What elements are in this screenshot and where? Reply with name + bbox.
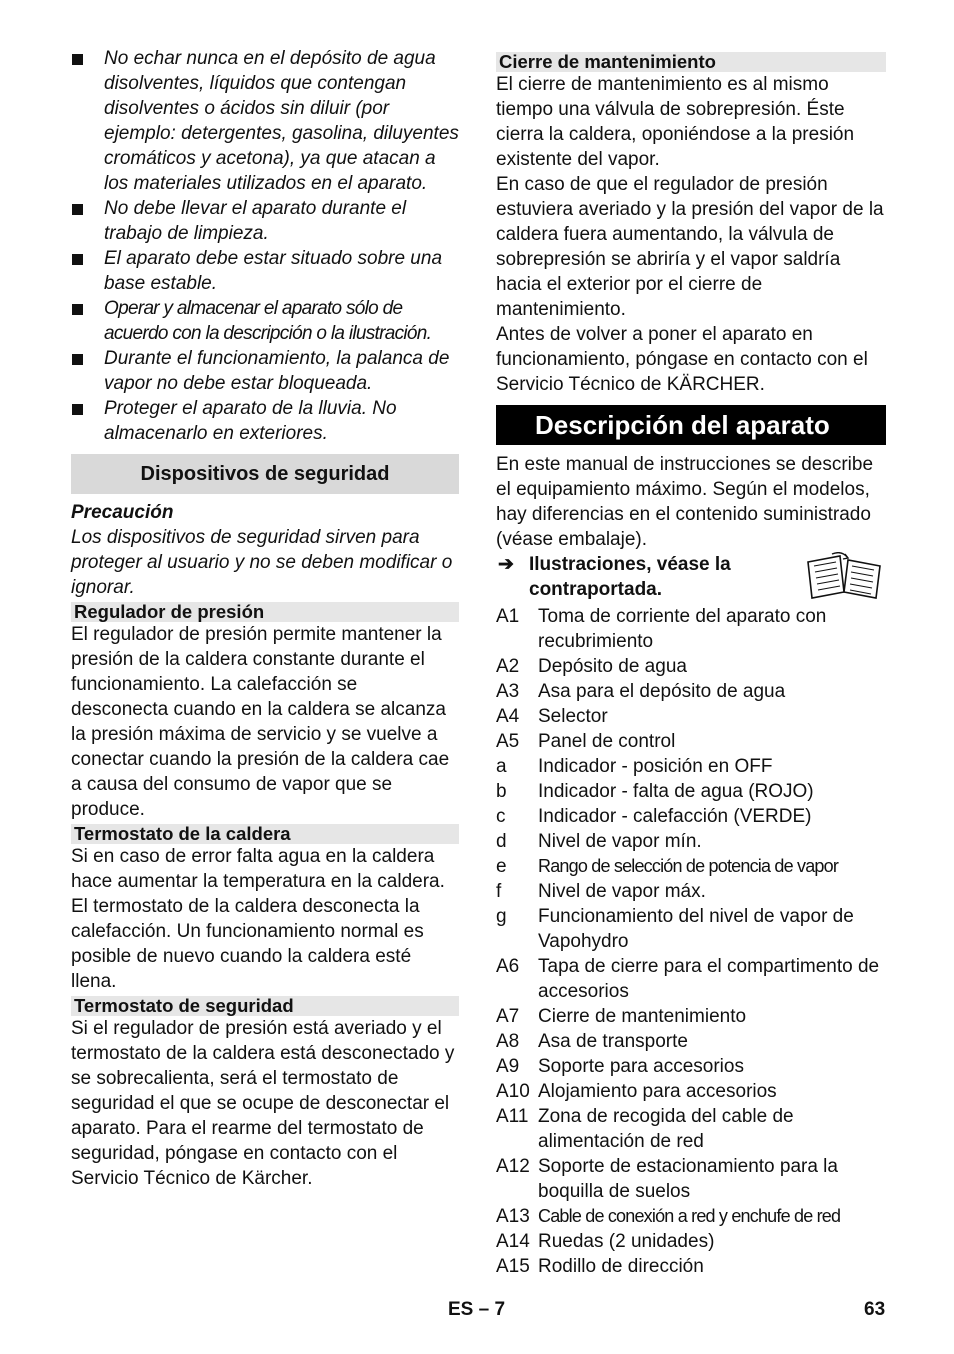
list-item: e Rango de selección de potencia de vapor (496, 856, 839, 877)
bullet-item: No echar nunca en el depósito de agua disolventes, líquidos que contengan disolventes o ácidos sin diluir (por ejemplo: detergentes, gasolina, diluyentes cromáticos y acetona), ya que atacan a los materiales utilizados en el aparato. (71, 46, 459, 196)
list-item: A14 Ruedas (2 unidades) (496, 1231, 715, 1252)
pressure-regulator-text: El regulador de presión permite mantener la presión de la caldera constante durante el funcionamiento. La calefacción se desconecta cuando en la caldera se alcanza la presión máxima de servicio y se vuelve a conectar cuando la presión de la caldera cae a causa del consumo de vapor que se produce. (71, 624, 450, 820)
safety-devices-heading: Dispositivos de seguridad (71, 454, 459, 494)
list-item: A6 Tapa de cierre para el compartimento de accesorios (496, 956, 880, 1002)
square-bullet-icon (72, 404, 83, 415)
list-item: A1 Toma de corriente del aparato con recubrimiento (496, 606, 827, 652)
arrow-right-icon: ➔ (498, 554, 514, 575)
list-item: f Nivel de vapor máx. (496, 881, 706, 902)
boiler-thermostat-text: Si en caso de error falta agua en la caldera hace aumentar la temperatura en la caldera. El termostato de la caldera desconecta la calefacción. Un funcionamiento normal es posible de nuevo cuando la caldera esté llena. (71, 846, 445, 992)
bullet-item: El aparato debe estar situado sobre una base estable. (71, 246, 459, 296)
device-description-heading: Descripción del aparato (496, 405, 886, 445)
left-column (71, 46, 459, 1191)
list-item: d Nivel de vapor mín. (496, 831, 702, 852)
list-item: g Funcionamiento del nivel de vapor de Vapohydro (496, 906, 854, 952)
list-item: A9 Soporte para accesorios (496, 1056, 744, 1077)
bullet-item: Operar y almacenar el aparato sólo de acuerdo con la descripción o la ilustración. (71, 296, 459, 346)
component-list (496, 604, 886, 1279)
list-item: A13 Cable de conexión a red y enchufe de red (496, 1206, 841, 1227)
bullet-item: Durante el funcionamiento, la palanca de vapor no debe estar bloqueada. (71, 346, 459, 396)
safety-thermostat-heading: Termostato de seguridad (71, 996, 459, 1016)
list-item: A2 Depósito de agua (496, 656, 687, 677)
device-description-text: En este manual de instrucciones se describe el equipamiento máximo. Según el modelos, hay diferencias en el contenido suministrado (véase embalaje). (496, 454, 874, 550)
list-item: b Indicador - falta de agua (ROJO) (496, 781, 814, 802)
caution-label: Precaución (71, 502, 174, 523)
maintenance-closure-text-1: El cierre de mantenimiento es al mismo tiempo una válvula de sobrepresión. Éste cierra la caldera, oponiéndose a la presión existente del vapor. (496, 74, 855, 170)
book-icon (804, 552, 884, 600)
boiler-thermostat-heading: Termostato de la caldera (71, 824, 459, 844)
square-bullet-icon (72, 54, 83, 65)
right-column (496, 46, 886, 1279)
square-bullet-icon (72, 254, 83, 265)
illustrations-text: Ilustraciones, véase la contraportada. (529, 554, 731, 600)
safety-bullet-list (71, 46, 459, 446)
safety-thermostat-text: Si el regulador de presión está averiado y el termostato de la caldera está desconectado y se sobrecalienta, será el termostato de seguridad el que se ocupe de desconectar el aparato. Para el rearme del termostato de seguridad, póngase en contacto con el Servicio Técnico de Kärcher. (71, 1018, 455, 1189)
list-item: A3 Asa para el depósito de agua (496, 681, 786, 702)
list-item: A15 Rodillo de dirección (496, 1256, 704, 1277)
maintenance-closure-text-3: Antes de volver a poner el aparato en funcionamiento, póngase en contacto con el Servicio Técnico de KÄRCHER. (496, 324, 868, 395)
bullet-item: No debe llevar el aparato durante el trabajo de limpieza. (71, 196, 459, 246)
square-bullet-icon (72, 304, 83, 315)
list-item: A8 Asa de transporte (496, 1031, 688, 1052)
list-item: A11 Zona de recogida del cable de alimentación de red (496, 1106, 794, 1152)
list-item: A5 Panel de control (496, 731, 676, 752)
pressure-regulator-heading: Regulador de presión (71, 602, 459, 622)
illustrations-note (496, 552, 886, 602)
page-section-label: ES – 7 (448, 1299, 506, 1320)
square-bullet-icon (72, 354, 83, 365)
maintenance-closure-heading: Cierre de mantenimiento (496, 52, 886, 72)
page-number: 63 (864, 1299, 886, 1320)
caution-text: Los dispositivos de seguridad sirven para proteger al usuario y no se deben modificar o ignorar. (71, 527, 453, 598)
list-item: A12 Soporte de estacionamiento para la boquilla de suelos (496, 1156, 838, 1202)
square-bullet-icon (72, 204, 83, 215)
list-item: A7 Cierre de mantenimiento (496, 1006, 747, 1027)
bullet-item: Proteger el aparato de la lluvia. No almacenarlo en exteriores. (71, 396, 459, 446)
list-item: A4 Selector (496, 706, 608, 727)
list-item: c Indicador - calefacción (VERDE) (496, 806, 812, 827)
list-item: a Indicador - posición en OFF (496, 756, 773, 777)
maintenance-closure-text-2: En caso de que el regulador de presión estuviera averiado y la presión del vapor de la caldera fuera aumentando, la válvula de sobrepresión se abriría y el vapor saldría hacia el exterior por el cierre de mantenimiento. (496, 174, 884, 320)
list-item: A10 Alojamiento para accesorios (496, 1081, 777, 1102)
